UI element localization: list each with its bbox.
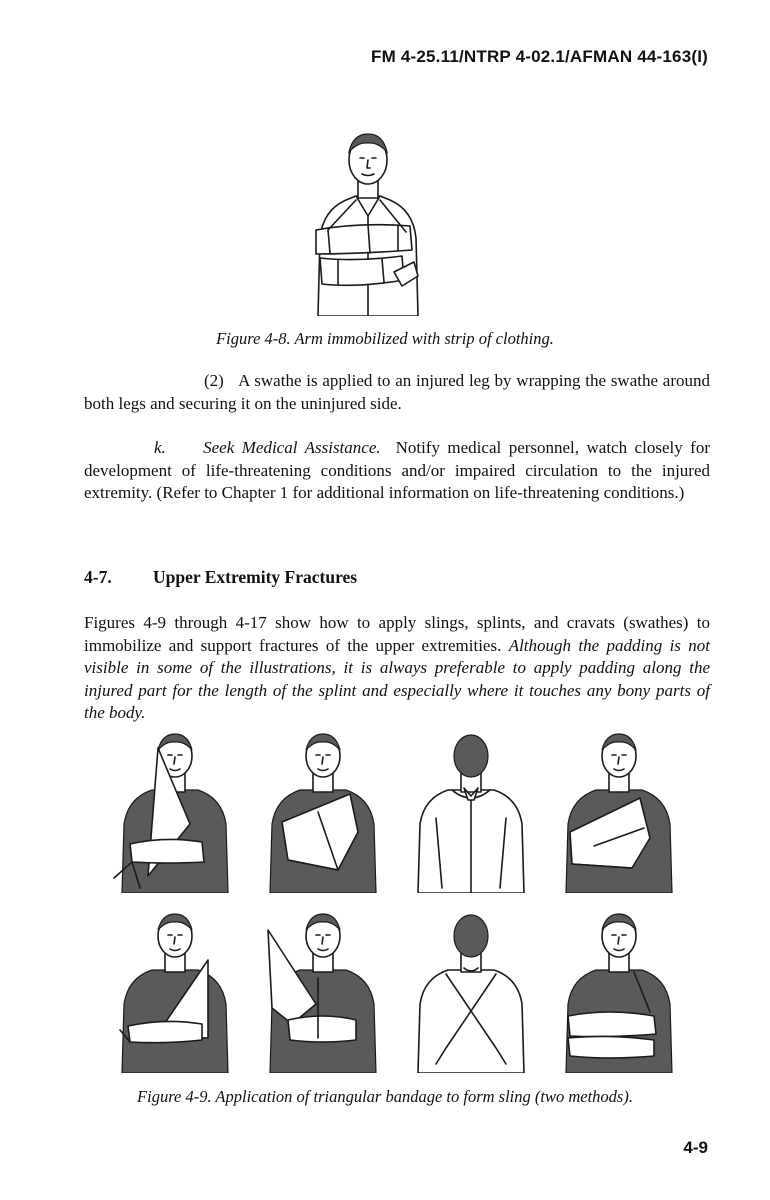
figure-4-9-caption: Figure 4-9. Application of triangular bandage to form sling (two methods). (137, 1087, 633, 1106)
paragraph-k-title: Seek Medical Assistance. (203, 438, 381, 457)
sling-figure-2 (258, 728, 388, 893)
figure-4-9-illustrations (110, 728, 680, 1078)
section-heading (84, 567, 357, 588)
arm-immobilized-figure (298, 126, 438, 316)
sling-figure-8 (554, 908, 684, 1073)
paragraph-k-letter: k. (154, 438, 166, 457)
section-body-italic: Although the padding is not visible in some of the illustrations, it is always preferable to apply padding along the injured part for the length of the splint and especially where it touches any bony parts of the body. (84, 635, 710, 722)
sling-figure-4 (554, 728, 684, 893)
figure-4-8-caption: Figure 4-8. Arm immobilized with strip of clothing. (216, 329, 554, 348)
sling-figure-3-back (406, 728, 536, 893)
paragraph-2-text: A swathe is applied to an injured leg by wrapping the swathe around both legs and securing it on the uninjured side. (84, 371, 711, 413)
paragraph-k (84, 437, 710, 505)
sling-figure-7-back (406, 908, 536, 1073)
section-title: Upper Extremity Fractures (153, 567, 358, 587)
paragraph-k-text: Notify medical personnel, watch closely for development of life-threatening conditions and/or impaired circulation to the injured extremity. (Refer to Chapter 1 for additional information on life-threatening conditions.) (84, 438, 710, 502)
paragraph-2 (84, 370, 710, 415)
sling-figure-5 (110, 908, 240, 1073)
section-number: 4-7. (84, 567, 112, 587)
sling-figure-6 (258, 908, 388, 1073)
page-number: 4-9 (683, 1138, 708, 1157)
section-body-text: Figures 4-9 through 4-17 show how to apply slings, splints, and cravats (swathes) to immobilize and support fractures of the upper extremities. (84, 613, 710, 655)
paragraph-2-number: (2) (204, 371, 224, 390)
section-body (84, 612, 710, 725)
sling-figure-1 (110, 728, 240, 893)
document-header: FM 4-25.11/NTRP 4-02.1/AFMAN 44-163(I) (370, 47, 708, 66)
